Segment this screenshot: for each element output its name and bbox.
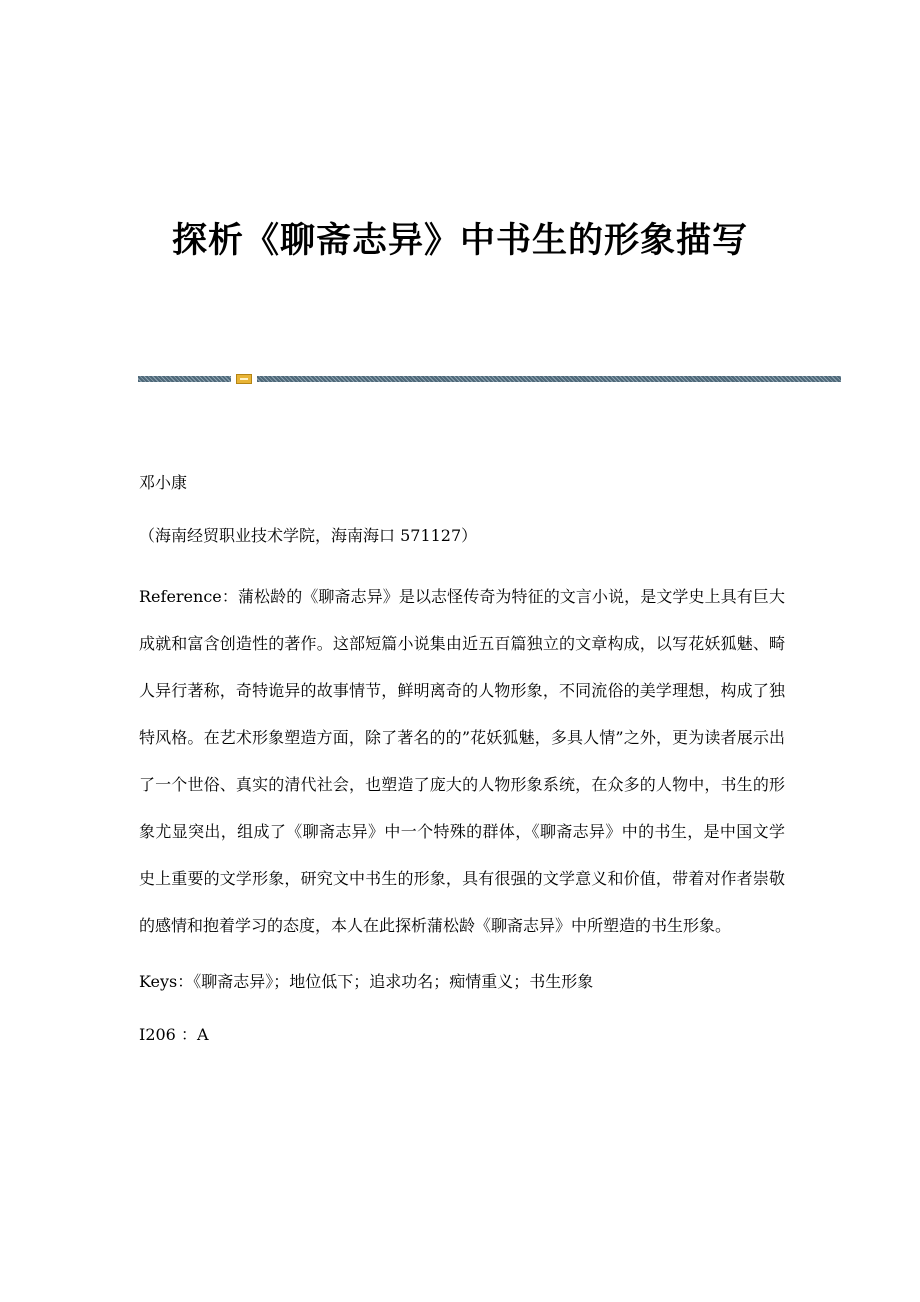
abstract-text: 蒲松龄的《聊斋志异》是以志怪传奇为特征的文言小说，是文学史上具有巨大成就和富含创造性的著作。这部短篇小说集由近五百篇独立的文章构成，以写花妖狐魅、畸人异行著称，奇特诡异的故事情节，鲜明离奇的人物形象，不同流俗的美学理想，构成了独特风格。在艺术形象塑造方面，除了著名的的”花妖狐魅，多具人情”之外，更为读者展示出了一个世俗、真实的清代社会，也塑造了庞大的人物形象系统，在众多的人物中，书生的形象尤显突出，组成了《聊斋志异》中一个特殊的群体，《聊斋志异》中的书生，是中国文学史上重要的文学形象，研究文中书生的形象，具有很强的文学意义和价值，带着对作者崇敬的感情和抱着学习的态度，本人在此探析蒲松龄《聊斋志异》中所塑造的书生形象。 [139, 587, 785, 935]
keywords [139, 967, 785, 996]
divider-bar-right [257, 376, 841, 382]
classification-code: I206 ：A [139, 1025, 209, 1044]
divider-ornament-icon [236, 374, 252, 384]
paper-title: 探析《聊斋志异》中书生的形象描写 [171, 221, 748, 261]
paper-body [139, 468, 785, 1049]
divider-bar-left [138, 376, 231, 382]
title-divider [138, 374, 841, 384]
abstract-label: Reference： [139, 587, 238, 606]
keywords-label: Keys： [139, 972, 194, 991]
author-affiliation: （海南经贸职业技术学院，海南海口 571127） [139, 526, 478, 545]
abstract [139, 573, 785, 949]
keywords-text: 《聊斋志异》；地位低下；追求功名；痴情重义；书生形象 [193, 972, 594, 991]
author-name: 邓小康 [139, 473, 188, 492]
